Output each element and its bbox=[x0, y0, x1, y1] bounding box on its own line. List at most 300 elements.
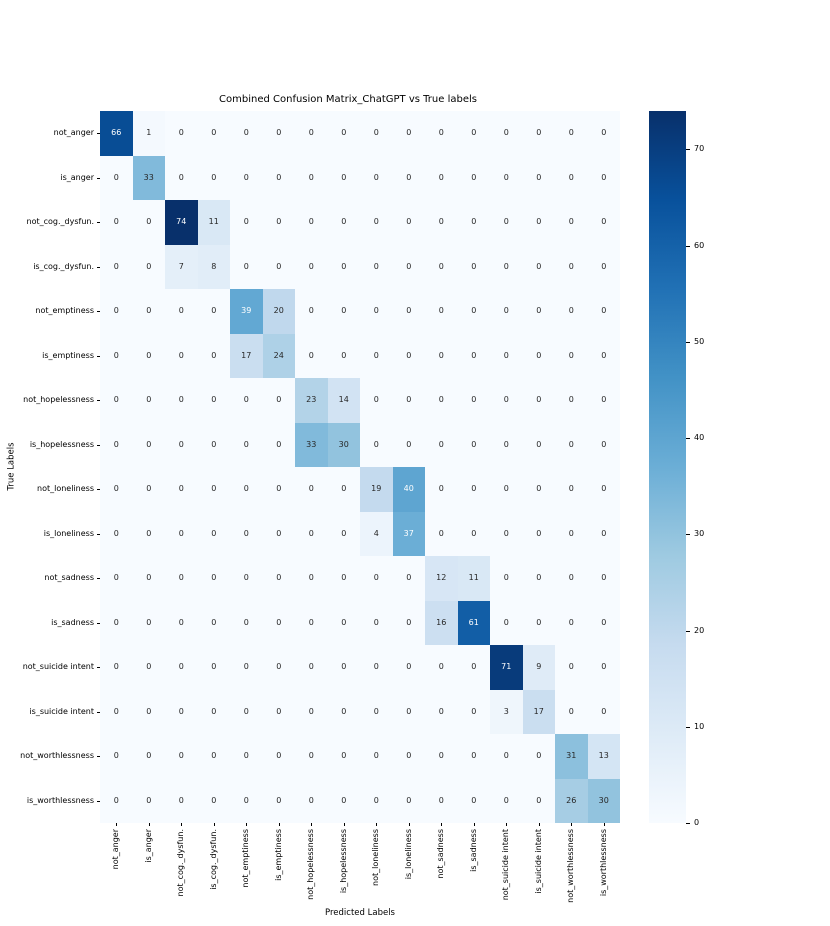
x-tick-mark bbox=[149, 823, 150, 826]
y-tick-label: is_hopelessness bbox=[29, 439, 94, 449]
heatmap-cell: 0 bbox=[230, 645, 263, 690]
y-tick-mark bbox=[97, 534, 100, 535]
heatmap-cell: 0 bbox=[165, 334, 198, 379]
heatmap-cell: 0 bbox=[425, 645, 458, 690]
heatmap-cell: 0 bbox=[523, 200, 556, 245]
heatmap-cell: 0 bbox=[393, 334, 426, 379]
x-tick-label: not_emptiness bbox=[241, 829, 251, 888]
heatmap-cell: 0 bbox=[328, 289, 361, 334]
heatmap-cell: 19 bbox=[360, 467, 393, 512]
heatmap-cell: 0 bbox=[360, 601, 393, 646]
heatmap-cell: 0 bbox=[165, 601, 198, 646]
heatmap-cell: 0 bbox=[360, 245, 393, 290]
heatmap-cell: 0 bbox=[425, 512, 458, 557]
heatmap-cell: 0 bbox=[263, 245, 296, 290]
heatmap-cell: 0 bbox=[198, 111, 231, 156]
heatmap-cell: 0 bbox=[133, 779, 166, 824]
heatmap-cell: 20 bbox=[263, 289, 296, 334]
heatmap-cell: 0 bbox=[588, 289, 621, 334]
y-tick-label: is_loneliness bbox=[43, 528, 94, 538]
y-tick-mark bbox=[97, 222, 100, 223]
heatmap-cell: 0 bbox=[230, 690, 263, 735]
heatmap-cell: 0 bbox=[555, 467, 588, 512]
heatmap-cell: 0 bbox=[458, 156, 491, 201]
x-tick-label: not_suicide intent bbox=[501, 829, 511, 901]
heatmap-cell: 0 bbox=[458, 289, 491, 334]
heatmap-cell: 0 bbox=[198, 779, 231, 824]
heatmap-cell: 0 bbox=[230, 200, 263, 245]
heatmap-cell: 0 bbox=[230, 779, 263, 824]
heatmap-cell: 0 bbox=[100, 200, 133, 245]
x-tick-label: is_worthlessness bbox=[598, 829, 608, 897]
heatmap-cell: 0 bbox=[295, 111, 328, 156]
heatmap-cell: 0 bbox=[393, 245, 426, 290]
heatmap-cell: 0 bbox=[490, 601, 523, 646]
heatmap-cell: 0 bbox=[198, 289, 231, 334]
y-tick-label: not_worthlessness bbox=[20, 751, 94, 761]
heatmap-cell: 30 bbox=[588, 779, 621, 824]
y-tick-mark bbox=[97, 667, 100, 668]
heatmap-cell: 0 bbox=[588, 378, 621, 423]
heatmap-cell: 0 bbox=[360, 423, 393, 468]
heatmap-cell: 0 bbox=[328, 334, 361, 379]
heatmap-cell: 0 bbox=[230, 556, 263, 601]
colorbar-tick-label: 50 bbox=[694, 336, 705, 346]
heatmap-cell: 0 bbox=[523, 111, 556, 156]
heatmap-cell: 0 bbox=[360, 734, 393, 779]
heatmap-cell: 0 bbox=[490, 467, 523, 512]
colorbar-tick-label: 20 bbox=[694, 625, 705, 635]
heatmap-cell: 0 bbox=[360, 200, 393, 245]
heatmap-cell: 0 bbox=[360, 111, 393, 156]
heatmap-cell: 0 bbox=[295, 512, 328, 557]
heatmap-cell: 0 bbox=[198, 156, 231, 201]
heatmap-cell: 0 bbox=[458, 645, 491, 690]
heatmap-cell: 0 bbox=[133, 512, 166, 557]
heatmap-cell: 0 bbox=[523, 423, 556, 468]
y-tick-label: is_anger bbox=[60, 172, 94, 182]
heatmap-cell: 0 bbox=[133, 690, 166, 735]
x-tick-mark bbox=[409, 823, 410, 826]
heatmap-cell: 0 bbox=[295, 601, 328, 646]
heatmap-cell: 0 bbox=[458, 200, 491, 245]
heatmap-cell: 30 bbox=[328, 423, 361, 468]
heatmap-cell: 0 bbox=[100, 334, 133, 379]
heatmap-cell: 0 bbox=[198, 423, 231, 468]
heatmap-cell: 0 bbox=[198, 334, 231, 379]
heatmap-cell: 0 bbox=[588, 512, 621, 557]
heatmap-cell: 0 bbox=[295, 779, 328, 824]
heatmap-cell: 0 bbox=[230, 156, 263, 201]
colorbar-tick-label: 40 bbox=[694, 433, 705, 443]
heatmap-cell: 0 bbox=[100, 289, 133, 334]
heatmap-cell: 0 bbox=[490, 423, 523, 468]
x-tick-mark bbox=[474, 823, 475, 826]
heatmap-cell: 0 bbox=[523, 156, 556, 201]
heatmap-cell: 0 bbox=[490, 334, 523, 379]
x-tick-mark bbox=[246, 823, 247, 826]
heatmap-cell: 0 bbox=[360, 378, 393, 423]
heatmap-cell: 0 bbox=[133, 200, 166, 245]
heatmap-cell: 37 bbox=[393, 512, 426, 557]
colorbar-tick-label: 70 bbox=[694, 144, 705, 154]
heatmap-cell: 16 bbox=[425, 601, 458, 646]
heatmap-cell: 0 bbox=[588, 200, 621, 245]
heatmap-cell: 0 bbox=[165, 289, 198, 334]
heatmap-cell: 0 bbox=[425, 111, 458, 156]
x-tick-label: is_suicide intent bbox=[533, 829, 543, 894]
heatmap-cell: 0 bbox=[328, 200, 361, 245]
heatmap-cell: 0 bbox=[588, 645, 621, 690]
y-tick-label: is_cog._dysfun. bbox=[33, 261, 94, 271]
y-tick-mark bbox=[97, 445, 100, 446]
heatmap-cell: 0 bbox=[425, 156, 458, 201]
heatmap-cell: 39 bbox=[230, 289, 263, 334]
heatmap-cell: 0 bbox=[360, 334, 393, 379]
heatmap-cell: 0 bbox=[328, 556, 361, 601]
heatmap-cell: 0 bbox=[555, 289, 588, 334]
heatmap-cell: 0 bbox=[425, 734, 458, 779]
heatmap-cell: 0 bbox=[165, 690, 198, 735]
heatmap-cell: 0 bbox=[490, 200, 523, 245]
heatmap-cell: 0 bbox=[165, 512, 198, 557]
heatmap-cell: 0 bbox=[588, 423, 621, 468]
heatmap-cell: 40 bbox=[393, 467, 426, 512]
heatmap-cell: 0 bbox=[588, 245, 621, 290]
heatmap-cell: 71 bbox=[490, 645, 523, 690]
x-tick-label: not_anger bbox=[111, 829, 121, 870]
y-tick-label: not_sadness bbox=[44, 573, 94, 583]
colorbar-tick-mark bbox=[686, 631, 690, 632]
heatmap-cell: 0 bbox=[523, 289, 556, 334]
heatmap-cell: 11 bbox=[458, 556, 491, 601]
heatmap-cell: 0 bbox=[523, 512, 556, 557]
y-tick-label: not_anger bbox=[53, 128, 94, 138]
heatmap-cell: 3 bbox=[490, 690, 523, 735]
heatmap-cell: 0 bbox=[295, 645, 328, 690]
y-tick-mark bbox=[97, 489, 100, 490]
x-tick-mark bbox=[214, 823, 215, 826]
heatmap-cell: 0 bbox=[328, 690, 361, 735]
heatmap-cell: 0 bbox=[165, 378, 198, 423]
heatmap-cell: 0 bbox=[555, 245, 588, 290]
heatmap-cell: 0 bbox=[263, 601, 296, 646]
heatmap-cell: 33 bbox=[295, 423, 328, 468]
colorbar-tick-mark bbox=[686, 823, 690, 824]
heatmap-cell: 0 bbox=[490, 512, 523, 557]
x-tick-label: not_sadness bbox=[436, 829, 446, 879]
heatmap-cell: 0 bbox=[458, 334, 491, 379]
heatmap-cell: 0 bbox=[425, 467, 458, 512]
heatmap-cell: 17 bbox=[523, 690, 556, 735]
heatmap-cell: 31 bbox=[555, 734, 588, 779]
heatmap-cell: 0 bbox=[393, 690, 426, 735]
heatmap-cell: 0 bbox=[295, 245, 328, 290]
y-tick-mark bbox=[97, 712, 100, 713]
heatmap-cell: 0 bbox=[523, 779, 556, 824]
heatmap-cell: 0 bbox=[263, 467, 296, 512]
y-tick-label: not_hopelessness bbox=[23, 395, 94, 405]
heatmap-cell: 0 bbox=[133, 601, 166, 646]
heatmap-cell: 0 bbox=[328, 734, 361, 779]
heatmap-cell: 0 bbox=[198, 378, 231, 423]
y-tick-mark bbox=[97, 400, 100, 401]
heatmap-cell: 0 bbox=[555, 645, 588, 690]
heatmap-cell: 0 bbox=[100, 156, 133, 201]
heatmap-cell: 0 bbox=[458, 245, 491, 290]
colorbar-tick-label: 60 bbox=[694, 240, 705, 250]
heatmap-cell: 12 bbox=[425, 556, 458, 601]
heatmap-cell: 0 bbox=[230, 423, 263, 468]
x-tick-label: is_hopelessness bbox=[338, 829, 348, 894]
heatmap-cell: 23 bbox=[295, 378, 328, 423]
heatmap-cell: 0 bbox=[198, 467, 231, 512]
heatmap-cell: 0 bbox=[490, 779, 523, 824]
heatmap-cell: 0 bbox=[523, 556, 556, 601]
heatmap-cell: 0 bbox=[393, 111, 426, 156]
x-tick-label: not_loneliness bbox=[371, 829, 381, 886]
heatmap-cell: 0 bbox=[328, 512, 361, 557]
heatmap-cell: 0 bbox=[393, 779, 426, 824]
heatmap-cell: 0 bbox=[393, 200, 426, 245]
heatmap-cell: 0 bbox=[328, 111, 361, 156]
y-tick-label: is_suicide intent bbox=[29, 706, 94, 716]
x-tick-mark bbox=[279, 823, 280, 826]
heatmap-cell: 0 bbox=[133, 645, 166, 690]
heatmap-cell: 0 bbox=[523, 334, 556, 379]
heatmap-cell: 0 bbox=[328, 156, 361, 201]
heatmap-cell: 0 bbox=[490, 289, 523, 334]
y-tick-label: not_emptiness bbox=[35, 306, 94, 316]
heatmap-cell: 0 bbox=[360, 156, 393, 201]
heatmap-cell: 0 bbox=[588, 690, 621, 735]
heatmap-cell: 0 bbox=[198, 556, 231, 601]
colorbar-tick-label: 0 bbox=[694, 818, 700, 827]
heatmap-cell: 7 bbox=[165, 245, 198, 290]
heatmap-cell: 1 bbox=[133, 111, 166, 156]
heatmap-cell: 0 bbox=[230, 601, 263, 646]
y-tick-mark bbox=[97, 267, 100, 268]
heatmap-cell: 74 bbox=[165, 200, 198, 245]
heatmap-cell: 24 bbox=[263, 334, 296, 379]
colorbar-tick-mark bbox=[686, 727, 690, 728]
heatmap-cell: 0 bbox=[100, 779, 133, 824]
heatmap-cell: 0 bbox=[100, 467, 133, 512]
heatmap-cell: 0 bbox=[555, 111, 588, 156]
heatmap-cell: 0 bbox=[458, 690, 491, 735]
heatmap-cell: 0 bbox=[133, 467, 166, 512]
heatmap-cell: 0 bbox=[263, 200, 296, 245]
heatmap-cell: 0 bbox=[328, 245, 361, 290]
heatmap-cell: 0 bbox=[425, 690, 458, 735]
heatmap-cell: 0 bbox=[198, 645, 231, 690]
heatmap-cell: 0 bbox=[425, 200, 458, 245]
heatmap-cell: 0 bbox=[555, 334, 588, 379]
heatmap-cell: 33 bbox=[133, 156, 166, 201]
heatmap-cell: 0 bbox=[263, 512, 296, 557]
heatmap-cell: 0 bbox=[133, 556, 166, 601]
y-tick-label: is_worthlessness bbox=[26, 795, 94, 805]
heatmap-cell: 11 bbox=[198, 200, 231, 245]
colorbar-tick-label: 10 bbox=[694, 721, 705, 731]
heatmap-cell: 0 bbox=[490, 245, 523, 290]
x-axis-title: Predicted Labels bbox=[325, 908, 395, 918]
x-tick-mark bbox=[311, 823, 312, 826]
colorbar-tick-mark bbox=[686, 342, 690, 343]
heatmap-cell: 0 bbox=[360, 645, 393, 690]
heatmap-cell: 0 bbox=[230, 734, 263, 779]
heatmap-cell: 0 bbox=[555, 512, 588, 557]
heatmap-cell: 0 bbox=[458, 512, 491, 557]
y-tick-mark bbox=[97, 623, 100, 624]
heatmap-cell: 0 bbox=[100, 245, 133, 290]
heatmap-cell: 0 bbox=[555, 378, 588, 423]
x-tick-mark bbox=[441, 823, 442, 826]
y-tick-mark bbox=[97, 578, 100, 579]
heatmap-cell: 4 bbox=[360, 512, 393, 557]
heatmap-cell: 0 bbox=[165, 734, 198, 779]
colorbar-tick-mark bbox=[686, 438, 690, 439]
heatmap-cell: 0 bbox=[295, 556, 328, 601]
x-tick-label: is_loneliness bbox=[403, 829, 413, 880]
heatmap-cell: 0 bbox=[425, 334, 458, 379]
heatmap-cell: 0 bbox=[523, 245, 556, 290]
heatmap-cell: 0 bbox=[295, 467, 328, 512]
x-tick-mark bbox=[604, 823, 605, 826]
x-tick-label: not_cog._dysfun. bbox=[176, 829, 186, 897]
heatmap-cell: 0 bbox=[100, 645, 133, 690]
heatmap-cell: 0 bbox=[328, 645, 361, 690]
heatmap-cell: 0 bbox=[393, 734, 426, 779]
heatmap-cell: 0 bbox=[133, 423, 166, 468]
y-tick-mark bbox=[97, 801, 100, 802]
heatmap-cell: 0 bbox=[295, 156, 328, 201]
heatmap-cell: 14 bbox=[328, 378, 361, 423]
heatmap-cell: 0 bbox=[555, 690, 588, 735]
heatmap-cell: 0 bbox=[165, 467, 198, 512]
heatmap-cell: 0 bbox=[100, 378, 133, 423]
heatmap-cell: 0 bbox=[100, 556, 133, 601]
heatmap-cell: 61 bbox=[458, 601, 491, 646]
y-tick-mark bbox=[97, 178, 100, 179]
heatmap-cell: 0 bbox=[165, 423, 198, 468]
heatmap-cell: 0 bbox=[295, 690, 328, 735]
heatmap-cell: 0 bbox=[588, 467, 621, 512]
y-tick-label: not_cog._dysfun. bbox=[26, 217, 94, 227]
heatmap-cell: 0 bbox=[555, 156, 588, 201]
heatmap-cell: 0 bbox=[295, 200, 328, 245]
heatmap-cell: 0 bbox=[198, 690, 231, 735]
heatmap-cell: 0 bbox=[263, 156, 296, 201]
heatmap-cell: 0 bbox=[393, 423, 426, 468]
heatmap-cell: 0 bbox=[230, 378, 263, 423]
heatmap-cell: 13 bbox=[588, 734, 621, 779]
heatmap-cell: 26 bbox=[555, 779, 588, 824]
heatmap-cell: 0 bbox=[393, 601, 426, 646]
heatmap-cell: 0 bbox=[523, 467, 556, 512]
heatmap-cell: 0 bbox=[393, 156, 426, 201]
x-tick-label: is_sadness bbox=[468, 829, 478, 872]
heatmap-cell: 0 bbox=[490, 378, 523, 423]
heatmap-cell: 0 bbox=[588, 556, 621, 601]
heatmap-cell: 0 bbox=[263, 734, 296, 779]
y-tick-mark bbox=[97, 756, 100, 757]
heatmap-cell: 0 bbox=[100, 423, 133, 468]
heatmap-cell: 0 bbox=[133, 334, 166, 379]
heatmap-cell: 0 bbox=[360, 289, 393, 334]
heatmap-cell: 66 bbox=[100, 111, 133, 156]
heatmap-cell: 0 bbox=[490, 556, 523, 601]
y-tick-label: is_sadness bbox=[51, 617, 94, 627]
heatmap-cell: 0 bbox=[198, 512, 231, 557]
colorbar-tick-mark bbox=[686, 149, 690, 150]
heatmap-cell: 0 bbox=[165, 156, 198, 201]
heatmap-cell: 0 bbox=[555, 423, 588, 468]
heatmap-cell: 0 bbox=[425, 289, 458, 334]
colorbar bbox=[649, 111, 686, 823]
heatmap-cell: 0 bbox=[588, 601, 621, 646]
heatmap-cell: 0 bbox=[198, 734, 231, 779]
y-tick-label: not_suicide intent bbox=[22, 662, 94, 672]
heatmap-cell: 0 bbox=[588, 156, 621, 201]
x-tick-label: is_emptiness bbox=[273, 829, 283, 881]
heatmap-cell: 9 bbox=[523, 645, 556, 690]
heatmap-cell: 0 bbox=[263, 779, 296, 824]
x-tick-label: not_worthlessness bbox=[566, 829, 576, 903]
heatmap-cell: 0 bbox=[458, 779, 491, 824]
heatmap-cell: 0 bbox=[165, 779, 198, 824]
y-tick-mark bbox=[97, 356, 100, 357]
heatmap-cell: 0 bbox=[328, 467, 361, 512]
heatmap-cell: 8 bbox=[198, 245, 231, 290]
heatmap-cell: 0 bbox=[393, 645, 426, 690]
colorbar-tick-label: 30 bbox=[694, 529, 705, 539]
heatmap-cell: 0 bbox=[425, 245, 458, 290]
heatmap-grid bbox=[100, 111, 620, 823]
heatmap-cell: 0 bbox=[165, 556, 198, 601]
y-tick-mark bbox=[97, 311, 100, 312]
heatmap-cell: 0 bbox=[133, 378, 166, 423]
heatmap-cell: 0 bbox=[165, 645, 198, 690]
heatmap-cell: 0 bbox=[523, 601, 556, 646]
heatmap-cell: 0 bbox=[328, 779, 361, 824]
heatmap-cell: 0 bbox=[458, 423, 491, 468]
heatmap-cell: 0 bbox=[458, 467, 491, 512]
heatmap-cell: 0 bbox=[263, 556, 296, 601]
heatmap-cell: 0 bbox=[230, 512, 263, 557]
heatmap-cell: 0 bbox=[555, 556, 588, 601]
y-tick-label: is_emptiness bbox=[42, 350, 94, 360]
heatmap-cell: 0 bbox=[393, 289, 426, 334]
y-tick-label: not_loneliness bbox=[37, 484, 94, 494]
heatmap-cell: 0 bbox=[165, 111, 198, 156]
x-tick-label: is_anger bbox=[143, 829, 153, 863]
heatmap-cell: 0 bbox=[100, 734, 133, 779]
heatmap-cell: 0 bbox=[393, 378, 426, 423]
heatmap-cell: 0 bbox=[555, 601, 588, 646]
heatmap-cell: 0 bbox=[198, 601, 231, 646]
x-tick-mark bbox=[344, 823, 345, 826]
colorbar-tick-mark bbox=[686, 534, 690, 535]
x-tick-mark bbox=[181, 823, 182, 826]
heatmap-cell: 0 bbox=[360, 779, 393, 824]
heatmap-cell: 0 bbox=[100, 512, 133, 557]
heatmap-cell: 0 bbox=[263, 423, 296, 468]
x-tick-mark bbox=[571, 823, 572, 826]
heatmap-cell: 0 bbox=[425, 378, 458, 423]
heatmap-cell: 0 bbox=[263, 645, 296, 690]
x-tick-label: is_cog._dysfun. bbox=[208, 829, 218, 890]
